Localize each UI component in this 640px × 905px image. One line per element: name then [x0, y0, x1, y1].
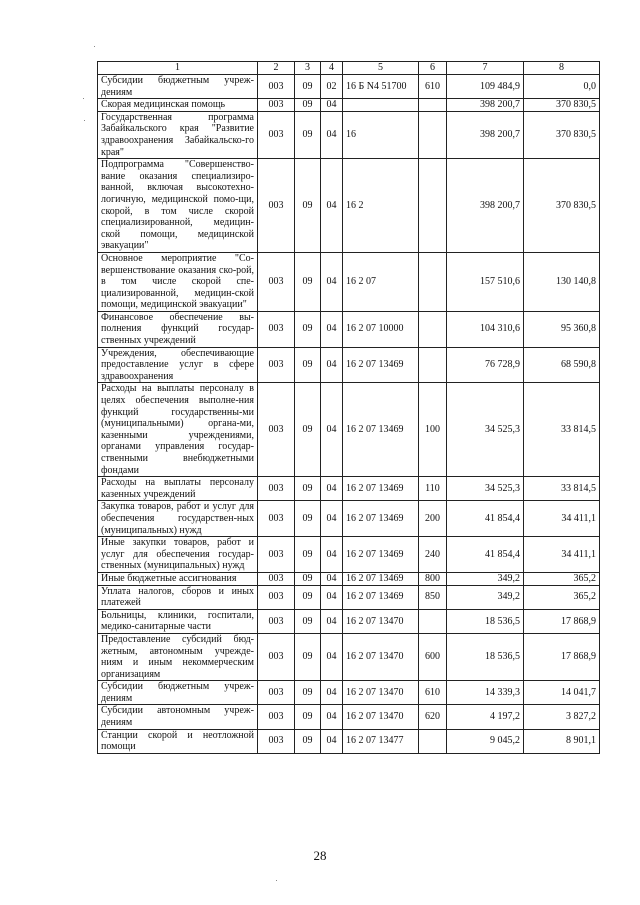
amount-year1-cell: 157 510,6 — [447, 252, 524, 311]
amount-year2-cell: 8 901,1 — [524, 729, 600, 753]
section-cell: 09 — [295, 252, 321, 311]
row-name-cell: Уплата налогов, сборов и иных платежей — [98, 585, 258, 609]
row-name-cell: Скорая медицинская помощь — [98, 99, 258, 112]
table-row — [98, 311, 600, 347]
amount-year1-cell: 104 310,6 — [447, 311, 524, 347]
amount-year2-cell: 3 827,2 — [524, 705, 600, 729]
amount-year1-cell: 109 484,9 — [447, 75, 524, 99]
column-header: 4 — [321, 62, 343, 75]
scan-speck — [94, 46, 95, 47]
table-row — [98, 159, 600, 253]
ministry-code-cell: 003 — [258, 501, 295, 537]
subsection-cell: 04 — [321, 252, 343, 311]
section-cell: 09 — [295, 75, 321, 99]
subsection-cell: 04 — [321, 585, 343, 609]
expense-type-cell — [419, 311, 447, 347]
subsection-cell: 02 — [321, 75, 343, 99]
amount-year1-cell: 34 525,3 — [447, 383, 524, 477]
scan-speck — [84, 120, 85, 121]
expense-type-cell: 610 — [419, 75, 447, 99]
table-row — [98, 609, 600, 633]
amount-year1-cell: 398 200,7 — [447, 111, 524, 158]
subsection-cell: 04 — [321, 705, 343, 729]
target-article-cell: 16 2 07 — [343, 252, 419, 311]
subsection-cell: 04 — [321, 99, 343, 112]
expense-type-cell: 240 — [419, 537, 447, 573]
row-name-cell: Подпрограмма "Совершенство-вание оказания специализиро-ванной, включая высокотехно-логичную, медицинской помо-щи, скорой, в том числе скорой специализированной, медицин-ской помощи, медицинской эвакуации" — [98, 159, 258, 253]
scan-speck — [276, 880, 277, 881]
column-header: 8 — [524, 62, 600, 75]
target-article-cell: 16 2 07 13469 — [343, 347, 419, 383]
target-article-cell: 16 Б N4 51700 — [343, 75, 419, 99]
row-name-cell: Учреждения, обеспечивающие предоставление услуг в сфере здравоохранения — [98, 347, 258, 383]
amount-year2-cell: 68 590,8 — [524, 347, 600, 383]
target-article-cell: 16 2 07 13470 — [343, 609, 419, 633]
target-article-cell: 16 — [343, 111, 419, 158]
target-article-cell: 16 2 07 10000 — [343, 311, 419, 347]
row-name-cell: Расходы на выплаты персоналу казенных учреждений — [98, 477, 258, 501]
section-cell: 09 — [295, 501, 321, 537]
table-row — [98, 99, 600, 112]
expense-type-cell: 610 — [419, 681, 447, 705]
ministry-code-cell: 003 — [258, 477, 295, 501]
expense-type-cell — [419, 252, 447, 311]
amount-year2-cell: 370 830,5 — [524, 159, 600, 253]
target-article-cell: 16 2 — [343, 159, 419, 253]
amount-year1-cell: 76 728,9 — [447, 347, 524, 383]
ministry-code-cell: 003 — [258, 159, 295, 253]
amount-year2-cell: 365,2 — [524, 572, 600, 585]
column-header: 6 — [419, 62, 447, 75]
amount-year1-cell: 398 200,7 — [447, 99, 524, 112]
ministry-code-cell: 003 — [258, 111, 295, 158]
table-row — [98, 477, 600, 501]
row-name-cell: Больницы, клиники, госпитали, медико-санитарные части — [98, 609, 258, 633]
row-name-cell: Предоставление субсидий бюд-жетным, автономным учрежде-ниям и иным некоммерческим организациям — [98, 633, 258, 680]
row-name-cell: Станции скорой и неотложной помощи — [98, 729, 258, 753]
column-header: 5 — [343, 62, 419, 75]
scan-speck — [83, 98, 84, 99]
ministry-code-cell: 003 — [258, 633, 295, 680]
table-body — [98, 62, 600, 754]
row-name-cell: Закупка товаров, работ и услуг для обеспечения государствен-ных (муниципальных) нужд — [98, 501, 258, 537]
amount-year1-cell: 4 197,2 — [447, 705, 524, 729]
table-row — [98, 681, 600, 705]
column-header: 3 — [295, 62, 321, 75]
amount-year1-cell: 41 854,4 — [447, 537, 524, 573]
section-cell: 09 — [295, 681, 321, 705]
table-row — [98, 252, 600, 311]
expense-type-cell — [419, 729, 447, 753]
table-row — [98, 585, 600, 609]
amount-year2-cell: 370 830,5 — [524, 111, 600, 158]
table-row — [98, 347, 600, 383]
ministry-code-cell: 003 — [258, 537, 295, 573]
row-name-cell: Субсидии автономным учреж-дениям — [98, 705, 258, 729]
amount-year2-cell: 17 868,9 — [524, 609, 600, 633]
ministry-code-cell: 003 — [258, 99, 295, 112]
table-row — [98, 705, 600, 729]
target-article-cell: 16 2 07 13469 — [343, 477, 419, 501]
ministry-code-cell: 003 — [258, 705, 295, 729]
section-cell: 09 — [295, 633, 321, 680]
ministry-code-cell: 003 — [258, 311, 295, 347]
amount-year2-cell: 33 814,5 — [524, 383, 600, 477]
subsection-cell: 04 — [321, 347, 343, 383]
target-article-cell: 16 2 07 13469 — [343, 585, 419, 609]
amount-year1-cell: 349,2 — [447, 572, 524, 585]
ministry-code-cell: 003 — [258, 609, 295, 633]
section-cell: 09 — [295, 111, 321, 158]
column-header: 2 — [258, 62, 295, 75]
section-cell: 09 — [295, 572, 321, 585]
target-article-cell: 16 2 07 13470 — [343, 681, 419, 705]
table-header-row — [98, 62, 600, 75]
expense-type-cell: 620 — [419, 705, 447, 729]
section-cell: 09 — [295, 537, 321, 573]
amount-year2-cell: 370 830,5 — [524, 99, 600, 112]
ministry-code-cell: 003 — [258, 252, 295, 311]
expense-type-cell — [419, 347, 447, 383]
subsection-cell: 04 — [321, 111, 343, 158]
expense-type-cell — [419, 99, 447, 112]
expense-type-cell: 110 — [419, 477, 447, 501]
amount-year1-cell: 34 525,3 — [447, 477, 524, 501]
amount-year2-cell: 95 360,8 — [524, 311, 600, 347]
amount-year2-cell: 130 140,8 — [524, 252, 600, 311]
row-name-cell: Государственная программа Забайкальского края "Развитие здравоохранения Забайкальско-го края" — [98, 111, 258, 158]
page-number: 28 — [313, 848, 327, 863]
amount-year1-cell: 398 200,7 — [447, 159, 524, 253]
expense-type-cell — [419, 609, 447, 633]
expense-type-cell: 200 — [419, 501, 447, 537]
amount-year2-cell: 0,0 — [524, 75, 600, 99]
ministry-code-cell: 003 — [258, 347, 295, 383]
expense-type-cell: 850 — [419, 585, 447, 609]
subsection-cell: 04 — [321, 159, 343, 253]
ministry-code-cell: 003 — [258, 585, 295, 609]
subsection-cell: 04 — [321, 537, 343, 573]
expense-type-cell: 600 — [419, 633, 447, 680]
amount-year1-cell: 349,2 — [447, 585, 524, 609]
row-name-cell: Основное мероприятие "Со-вершенствование оказания ско-рой, в том числе скорой спе-циализированной, медицин-ской помощи, медицинской эвакуации" — [98, 252, 258, 311]
subsection-cell: 04 — [321, 477, 343, 501]
section-cell: 09 — [295, 585, 321, 609]
section-cell: 09 — [295, 311, 321, 347]
table-row — [98, 501, 600, 537]
subsection-cell: 04 — [321, 572, 343, 585]
table-row — [98, 729, 600, 753]
amount-year2-cell: 14 041,7 — [524, 681, 600, 705]
row-name-cell: Расходы на выплаты персоналу в целях обеспечения выполне-ния функций государственны-ми (муниципальными) органа-ми, казенными учреждениями, органами управления государ-ственными внебюджетными фондами — [98, 383, 258, 477]
amount-year1-cell: 9 045,2 — [447, 729, 524, 753]
section-cell: 09 — [295, 609, 321, 633]
budget-table — [97, 61, 600, 754]
ministry-code-cell: 003 — [258, 681, 295, 705]
target-article-cell: 16 2 07 13469 — [343, 572, 419, 585]
row-name-cell: Иные бюджетные ассигнования — [98, 572, 258, 585]
section-cell: 09 — [295, 383, 321, 477]
table-row — [98, 572, 600, 585]
amount-year2-cell: 33 814,5 — [524, 477, 600, 501]
amount-year1-cell: 14 339,3 — [447, 681, 524, 705]
expense-type-cell: 100 — [419, 383, 447, 477]
section-cell: 09 — [295, 477, 321, 501]
section-cell: 09 — [295, 705, 321, 729]
section-cell: 09 — [295, 159, 321, 253]
subsection-cell: 04 — [321, 383, 343, 477]
amount-year1-cell: 41 854,4 — [447, 501, 524, 537]
table-row — [98, 633, 600, 680]
column-header: 7 — [447, 62, 524, 75]
target-article-cell: 16 2 07 13469 — [343, 501, 419, 537]
subsection-cell: 04 — [321, 681, 343, 705]
row-name-cell: Иные закупки товаров, работ и услуг для обеспечения государ-ственных (муниципальных) нужд — [98, 537, 258, 573]
section-cell: 09 — [295, 347, 321, 383]
amount-year2-cell: 34 411,1 — [524, 501, 600, 537]
subsection-cell: 04 — [321, 609, 343, 633]
target-article-cell: 16 2 07 13469 — [343, 537, 419, 573]
amount-year2-cell: 17 868,9 — [524, 633, 600, 680]
expense-type-cell — [419, 111, 447, 158]
target-article-cell: 16 2 07 13470 — [343, 633, 419, 680]
ministry-code-cell: 003 — [258, 383, 295, 477]
table-row — [98, 537, 600, 573]
amount-year1-cell: 18 536,5 — [447, 633, 524, 680]
target-article-cell: 16 2 07 13469 — [343, 383, 419, 477]
row-name-cell: Субсидии бюджетным учреж-дениям — [98, 75, 258, 99]
ministry-code-cell: 003 — [258, 75, 295, 99]
target-article-cell — [343, 99, 419, 112]
subsection-cell: 04 — [321, 311, 343, 347]
table-row — [98, 383, 600, 477]
amount-year2-cell: 365,2 — [524, 585, 600, 609]
amount-year1-cell: 18 536,5 — [447, 609, 524, 633]
ministry-code-cell: 003 — [258, 572, 295, 585]
expense-type-cell: 800 — [419, 572, 447, 585]
target-article-cell: 16 2 07 13470 — [343, 705, 419, 729]
subsection-cell: 04 — [321, 501, 343, 537]
row-name-cell: Субсидии бюджетным учреж-дениям — [98, 681, 258, 705]
expense-type-cell — [419, 159, 447, 253]
subsection-cell: 04 — [321, 633, 343, 680]
table-row — [98, 75, 600, 99]
subsection-cell: 04 — [321, 729, 343, 753]
amount-year2-cell: 34 411,1 — [524, 537, 600, 573]
column-header: 1 — [98, 62, 258, 75]
section-cell: 09 — [295, 729, 321, 753]
ministry-code-cell: 003 — [258, 729, 295, 753]
row-name-cell: Финансовое обеспечение вы-полнения функций государ-ственных учреждений — [98, 311, 258, 347]
table-row — [98, 111, 600, 158]
target-article-cell: 16 2 07 13477 — [343, 729, 419, 753]
section-cell: 09 — [295, 99, 321, 112]
